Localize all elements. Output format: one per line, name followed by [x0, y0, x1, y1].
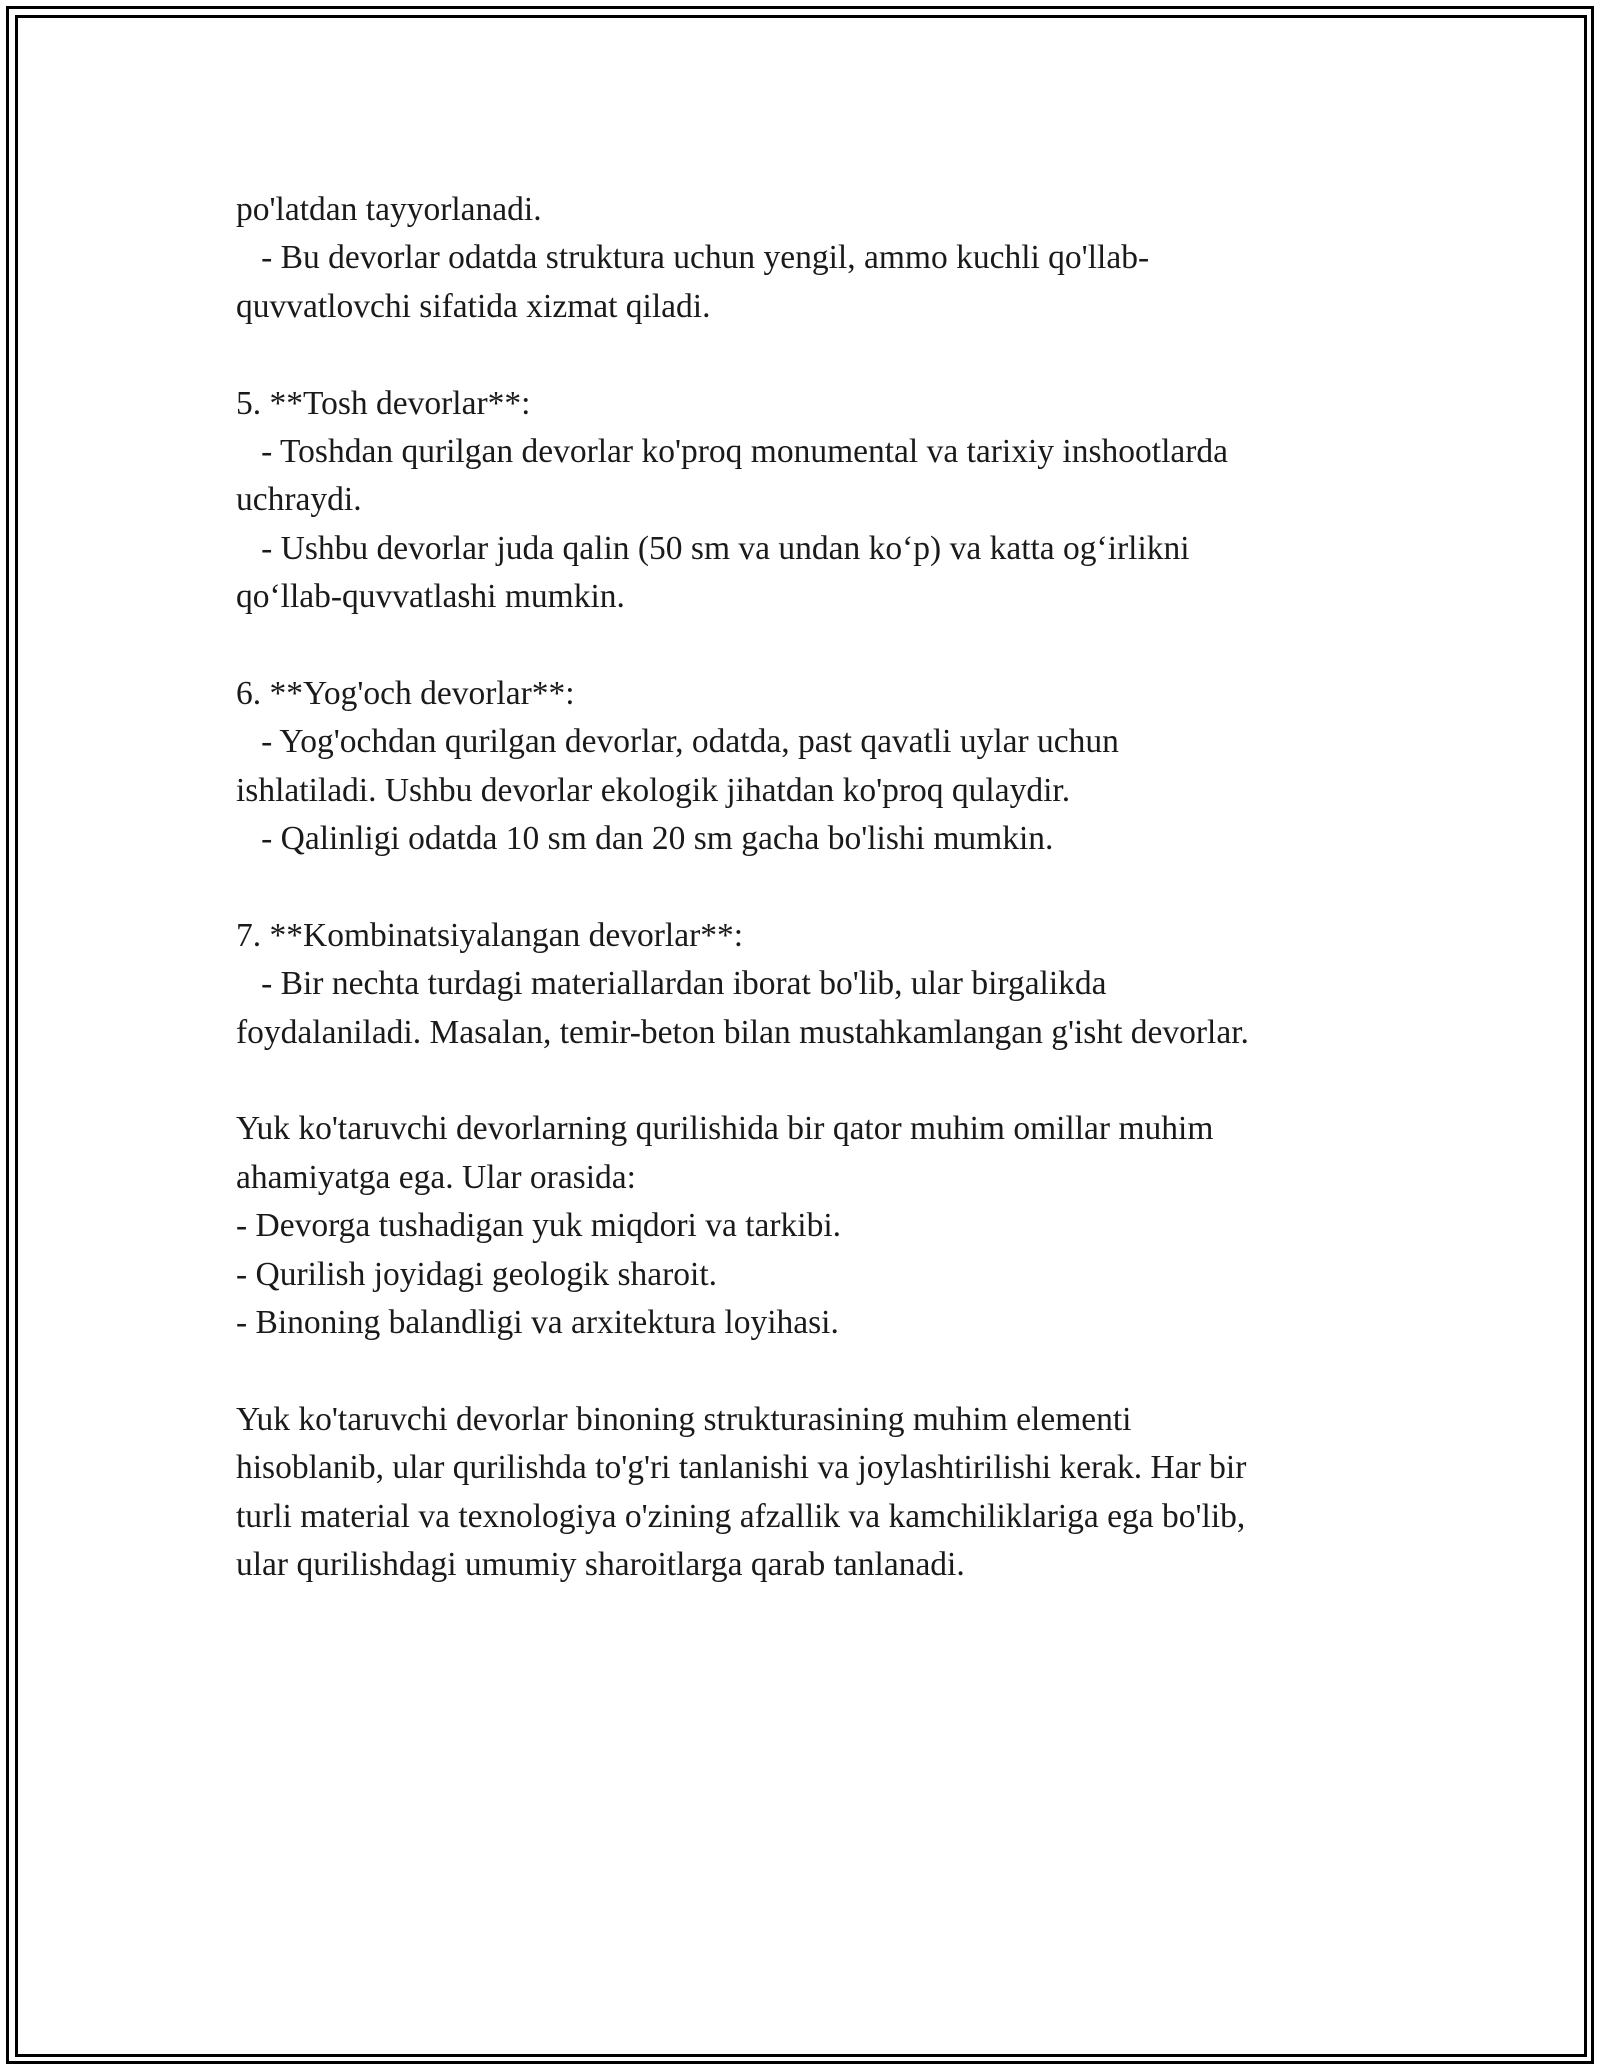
text-line: ular qurilishdagi umumiy sharoitlarga qarab tanlanadi. — [236, 1545, 965, 1583]
text-line: - Qalinligi odatda 10 sm dan 20 sm gacha bo'lishi mumkin. — [236, 820, 1054, 858]
list-item: - Binoning balandligi va arxitektura loyihasi. — [236, 1303, 839, 1341]
section-heading: 6. **Yog'och devorlar**: — [236, 674, 575, 712]
text-line: - Ushbu devorlar juda qalin (50 sm va undan ko‘p) va katta og‘irlikni — [236, 529, 1190, 567]
text-line: ishlatiladi. Ushbu devorlar ekologik jihatdan ko'proq qulaydir. — [236, 771, 1071, 809]
text-line: po'latdan tayyorlanadi. — [236, 191, 542, 228]
paragraph-gap — [236, 331, 1396, 379]
text-line: - Bu devorlar odatda struktura uchun yengil, ammo kuchli qo'llab- — [236, 239, 1150, 277]
text-line: Yuk ko'taruvchi devorlar binoning strukturasining muhim elementi — [236, 1400, 1132, 1438]
text-line: turli material va texnologiya o'zining afzallik va kamchiliklariga ega bo'lib, — [236, 1497, 1246, 1535]
document-body — [236, 186, 1396, 1589]
text-line: uchraydi. — [236, 481, 362, 519]
paragraph-gap — [236, 622, 1396, 670]
section-heading: 7. **Kombinatsiyalangan devorlar**: — [236, 916, 744, 954]
text-line: - Toshdan qurilgan devorlar ko'proq monumental va tarixiy inshootlarda — [236, 432, 1229, 470]
list-item: - Qurilish joyidagi geologik sharoit. — [236, 1255, 718, 1293]
text-line: - Yog'ochdan qurilgan devorlar, odatda, past qavatli uylar uchun — [236, 723, 1119, 761]
paragraph-gap — [236, 1347, 1396, 1395]
text-line: quvvatlovchi sifatida xizmat qiladi. — [236, 287, 711, 325]
section-heading: 5. **Tosh devorlar**: — [236, 384, 531, 422]
paragraph-gap — [236, 863, 1396, 911]
list-item: - Devorga tushadigan yuk miqdori va tarkibi. — [236, 1207, 842, 1245]
text-line: qo‘llab-quvvatlashi mumkin. — [236, 578, 625, 616]
text-line: ahamiyatga ega. Ular orasida: — [236, 1158, 636, 1196]
text-line: hisoblanib, ular qurilishda to'g'ri tanlanishi va joylashtirilishi kerak. Har bir — [236, 1449, 1247, 1487]
paragraph-gap — [236, 1057, 1396, 1105]
text-line: Yuk ko'taruvchi devorlarning qurilishida bir qator muhim omillar muhim — [236, 1110, 1214, 1148]
text-line: - Bir nechta turdagi materiallardan iborat bo'lib, ular birgalikda — [236, 965, 1107, 1003]
text-line: foydalaniladi. Masalan, temir-beton bilan mustahkamlangan g'isht devorlar. — [236, 1013, 1249, 1051]
